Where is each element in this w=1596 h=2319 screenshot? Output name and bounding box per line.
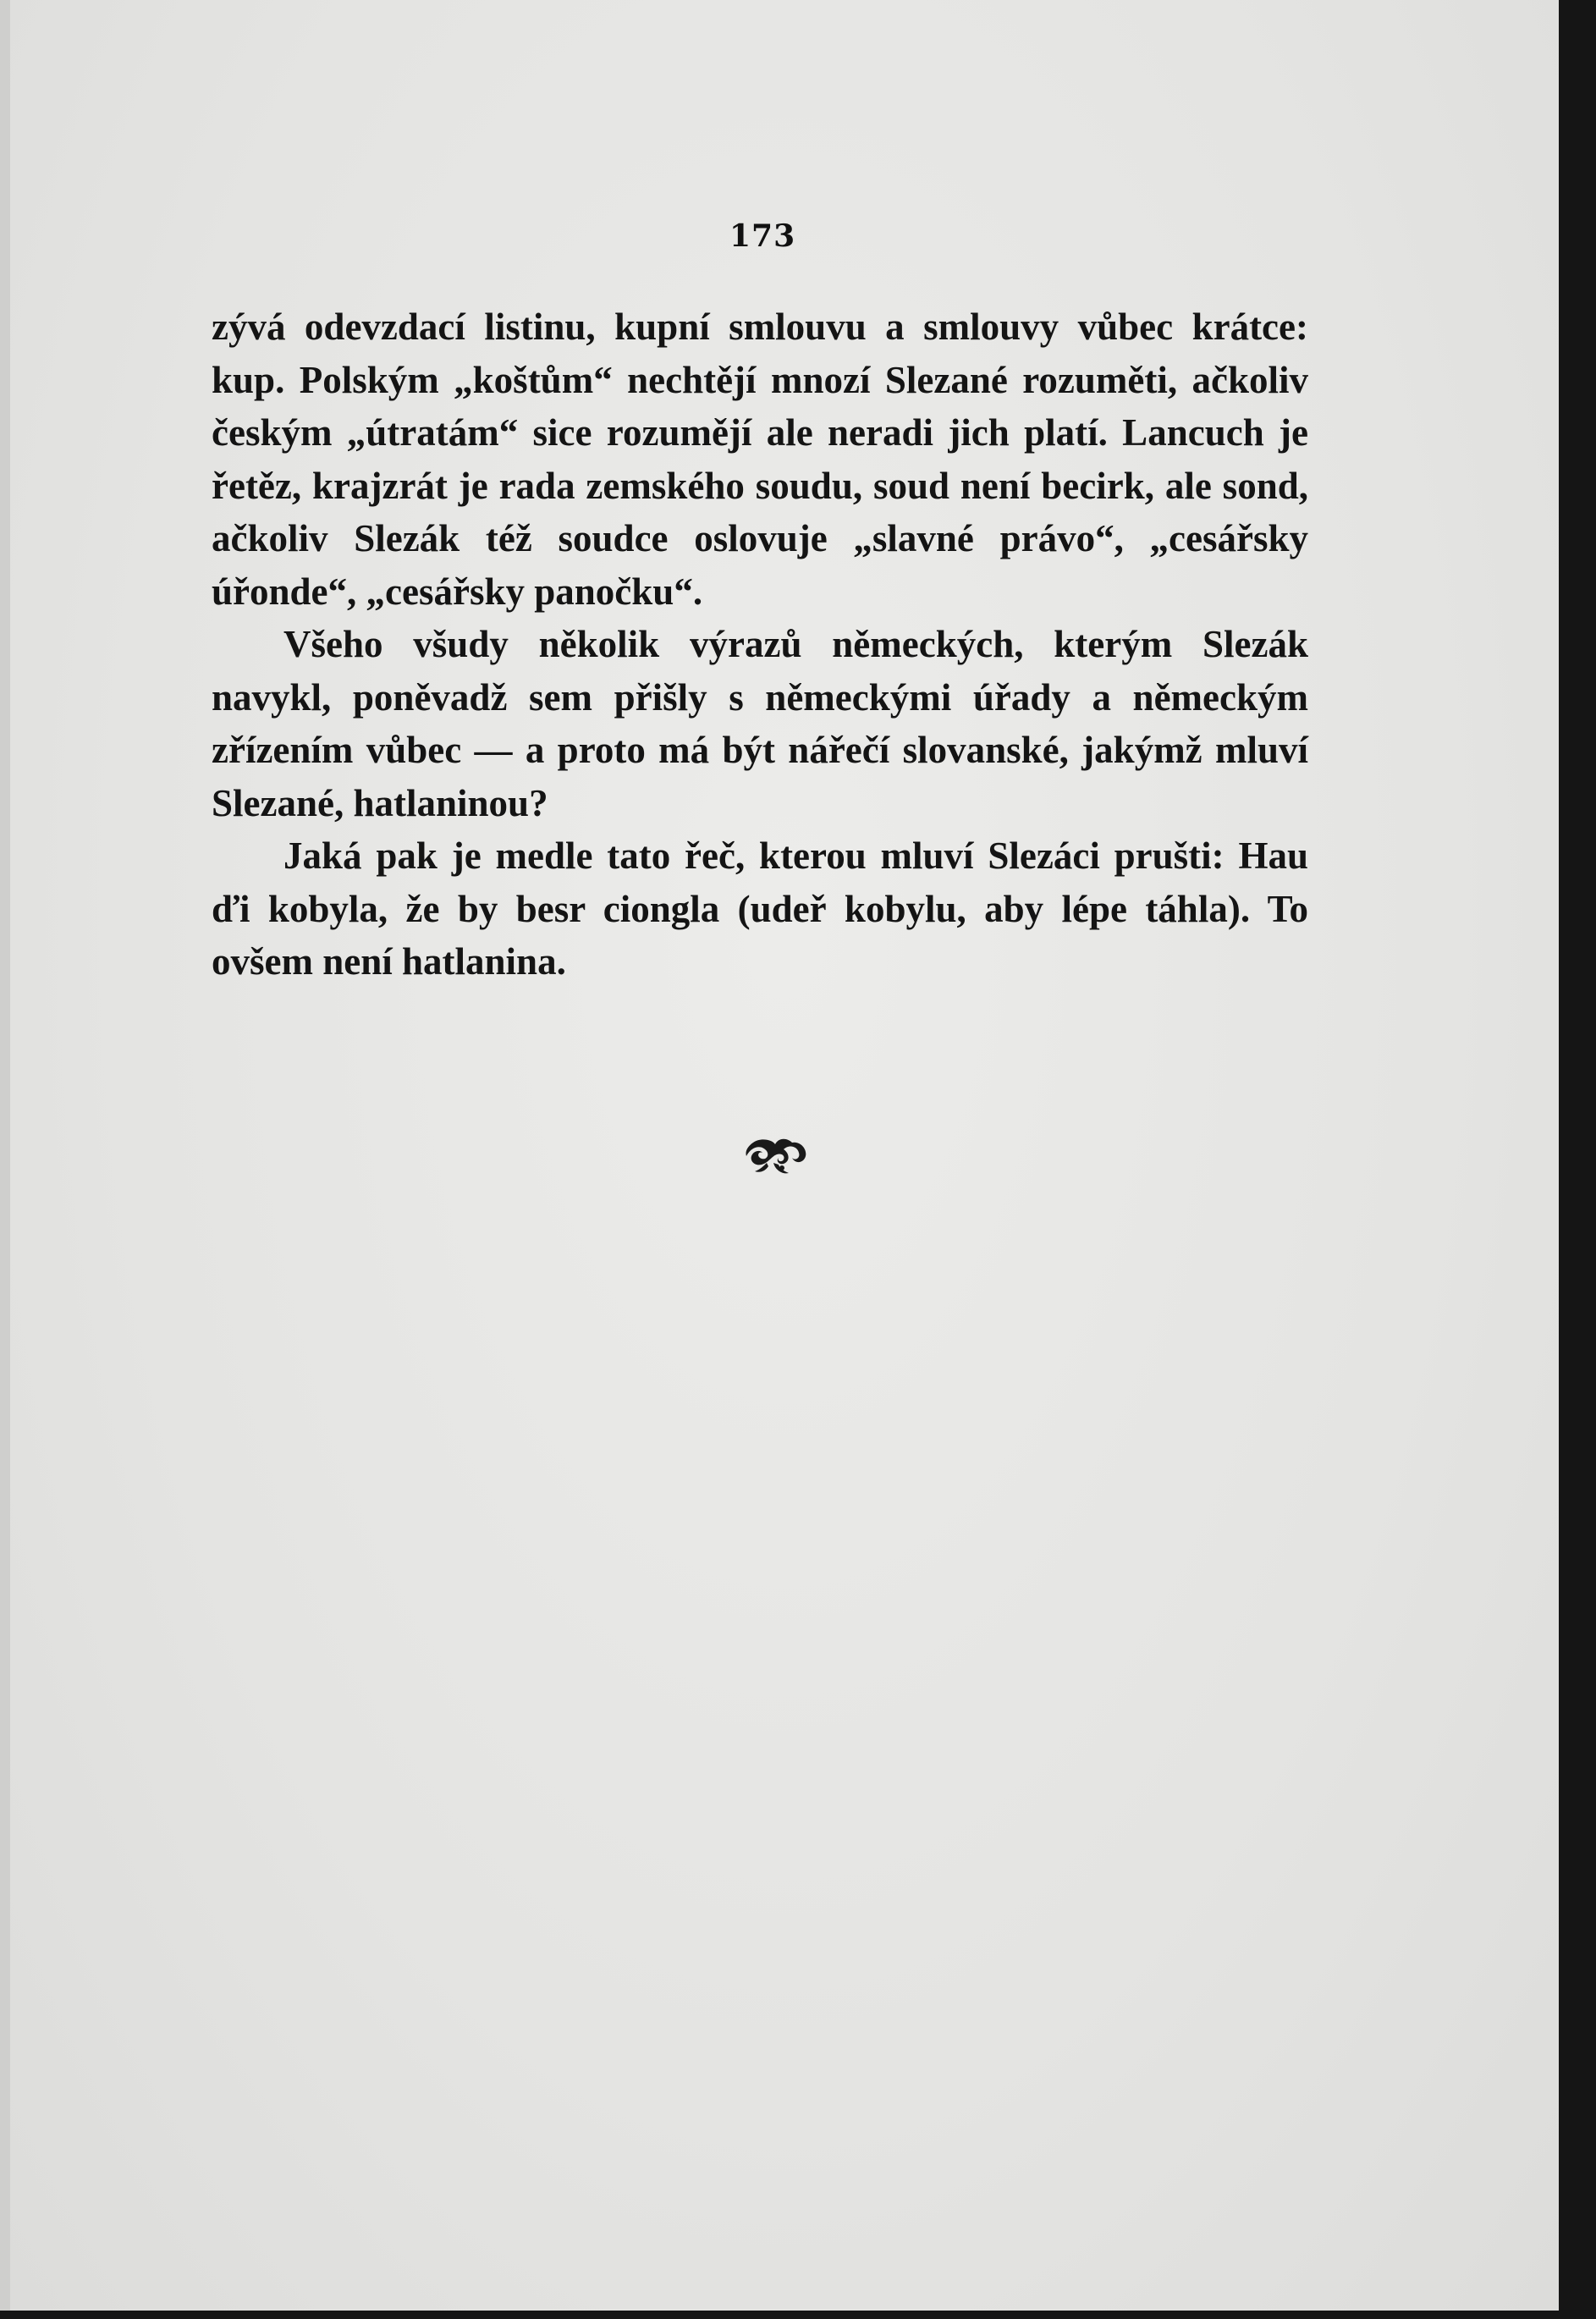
fleuron-ornament-icon [743, 1131, 811, 1178]
paragraph-2: Všeho všudy několik výrazů německých, kterým Slezák navykl, poněvadž sem přišly s německými úřady a německým zřízením vůbec — a proto má být nářečí slovanské, jakýmž mluví Slezané, hatlaninou? [212, 623, 1308, 824]
body-text [212, 300, 1308, 989]
paragraph-1: zývá odevzdací listinu, kupní smlouvu a smlouvy vůbec krátce: kup. Polským „koštům“ nechtějí mnozí Slezané rozuměti, ačkoliv českým „útratám“ sice rozumějí ale neradi jich platí. Lancuch je řetěz, krajzrát je rada zemského soudu, soud není becirk, ale sond, ačkoliv Slezák též soudce oslovuje „slavné právo“, „cesářsky úřonde“, „cesářsky panočku“. [212, 306, 1308, 613]
page-bottom-edge [0, 2311, 1596, 2319]
paragraph-3: Jaká pak je medle tato řeč, kterou mluví Slezáci prušti: Hau ďi kobyla, že by besr ciongla (udeř kobylu, aby lépe táhla). To ovšem není hatlanina. [212, 835, 1308, 983]
page-right-edge [1559, 0, 1596, 2319]
page-left-edge [0, 0, 10, 2319]
page-number: 173 [729, 218, 796, 254]
